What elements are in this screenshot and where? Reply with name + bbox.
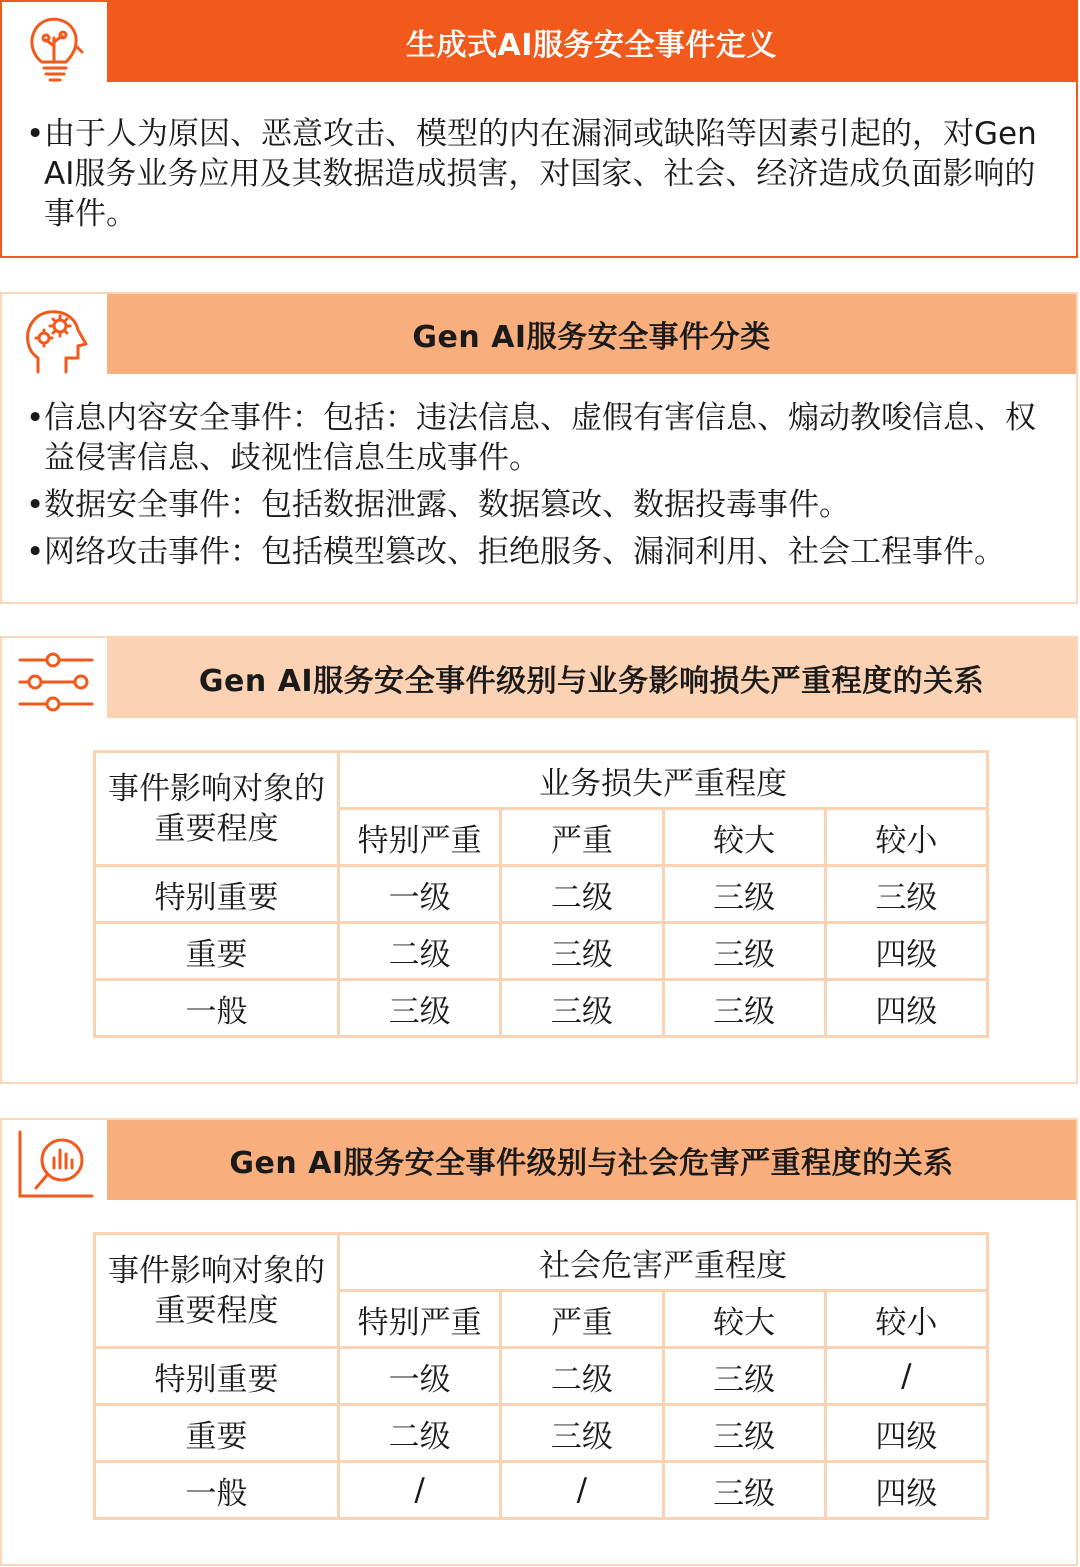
row-label: 一般 — [95, 1462, 339, 1519]
table-cell: 三级 — [501, 980, 663, 1037]
table-row — [95, 866, 988, 923]
row-label: 重要 — [95, 923, 339, 980]
table-cell: 二级 — [339, 1405, 501, 1462]
column-header: 较小 — [825, 809, 987, 866]
table-cell: 三级 — [663, 923, 825, 980]
classification-list — [26, 398, 1052, 579]
definition-panel — [0, 0, 1078, 258]
column-header: 较大 — [663, 809, 825, 866]
classification-panel — [0, 292, 1078, 604]
list-item: • 信息内容安全事件：包括：违法信息、虚假有害信息、煽动教唆信息、权益侵害信息、歧视性信息生成事件。 — [26, 398, 1052, 478]
table-cell: 三级 — [663, 1462, 825, 1519]
definition-list — [26, 114, 1052, 241]
business-impact-panel — [0, 636, 1078, 1084]
social-harm-panel — [0, 1118, 1078, 1566]
column-header: 严重 — [501, 1291, 663, 1348]
table-cell: 三级 — [825, 866, 987, 923]
table-cell: 一级 — [339, 1348, 501, 1405]
list-item: • 由于人为原因、恶意攻击、模型的内在漏洞或缺陷等因素引起的，对Gen AI服务业务应用及其数据造成损害，对国家、社会、经济造成负面影响的事件。 — [26, 114, 1052, 234]
table-cell: 四级 — [825, 1462, 987, 1519]
head-gears-icon — [16, 302, 96, 374]
table-header-row — [95, 1234, 988, 1291]
row-label: 一般 — [95, 980, 339, 1037]
column-header: 特别严重 — [339, 809, 501, 866]
column-group-header: 业务损失严重程度 — [339, 752, 988, 809]
table-row — [95, 980, 988, 1037]
definition-title: 生成式AI服务安全事件定义 — [107, 2, 1076, 82]
table-cell: 四级 — [825, 923, 987, 980]
column-group-header: 社会危害严重程度 — [339, 1234, 988, 1291]
magnifier-chart-icon — [16, 1128, 96, 1200]
list-item: • 数据安全事件：包括数据泄露、数据篡改、数据投毒事件。 — [26, 485, 1052, 525]
row-header-cell: 事件影响对象的重要程度 — [95, 752, 339, 866]
table-cell: 三级 — [663, 980, 825, 1037]
business-impact-table — [93, 750, 989, 1038]
row-label: 特别重要 — [95, 866, 339, 923]
row-header-cell: 事件影响对象的重要程度 — [95, 1234, 339, 1348]
table-cell: 三级 — [339, 980, 501, 1037]
table-cell: 三级 — [663, 866, 825, 923]
table-cell: 二级 — [501, 1348, 663, 1405]
table-cell: 二级 — [339, 923, 501, 980]
table-cell: 四级 — [825, 1405, 987, 1462]
column-header: 特别严重 — [339, 1291, 501, 1348]
column-header: 较大 — [663, 1291, 825, 1348]
table-row — [95, 923, 988, 980]
table-cell: 三级 — [501, 923, 663, 980]
social-harm-title: Gen AI服务安全事件级别与社会危害严重程度的关系 — [107, 1120, 1076, 1200]
table-cell: 三级 — [663, 1348, 825, 1405]
column-header: 严重 — [501, 809, 663, 866]
social-harm-table — [93, 1232, 989, 1520]
classification-title: Gen AI服务安全事件分类 — [107, 294, 1076, 374]
table-cell: 三级 — [663, 1405, 825, 1462]
business-impact-title: Gen AI服务安全事件级别与业务影响损失严重程度的关系 — [107, 638, 1076, 718]
table-cell: 一级 — [339, 866, 501, 923]
table-cell: / — [501, 1462, 663, 1519]
table-row — [95, 1405, 988, 1462]
sliders-icon — [16, 646, 96, 718]
row-label: 特别重要 — [95, 1348, 339, 1405]
table-row — [95, 1348, 988, 1405]
table-cell: / — [825, 1348, 987, 1405]
table-cell: 四级 — [825, 980, 987, 1037]
table-cell: 三级 — [501, 1405, 663, 1462]
table-header-row — [95, 752, 988, 809]
lightbulb-icon — [16, 10, 96, 82]
row-label: 重要 — [95, 1405, 339, 1462]
table-cell: / — [339, 1462, 501, 1519]
list-item: • 网络攻击事件：包括模型篡改、拒绝服务、漏洞利用、社会工程事件。 — [26, 532, 1052, 572]
table-row — [95, 1462, 988, 1519]
column-header: 较小 — [825, 1291, 987, 1348]
table-cell: 二级 — [501, 866, 663, 923]
